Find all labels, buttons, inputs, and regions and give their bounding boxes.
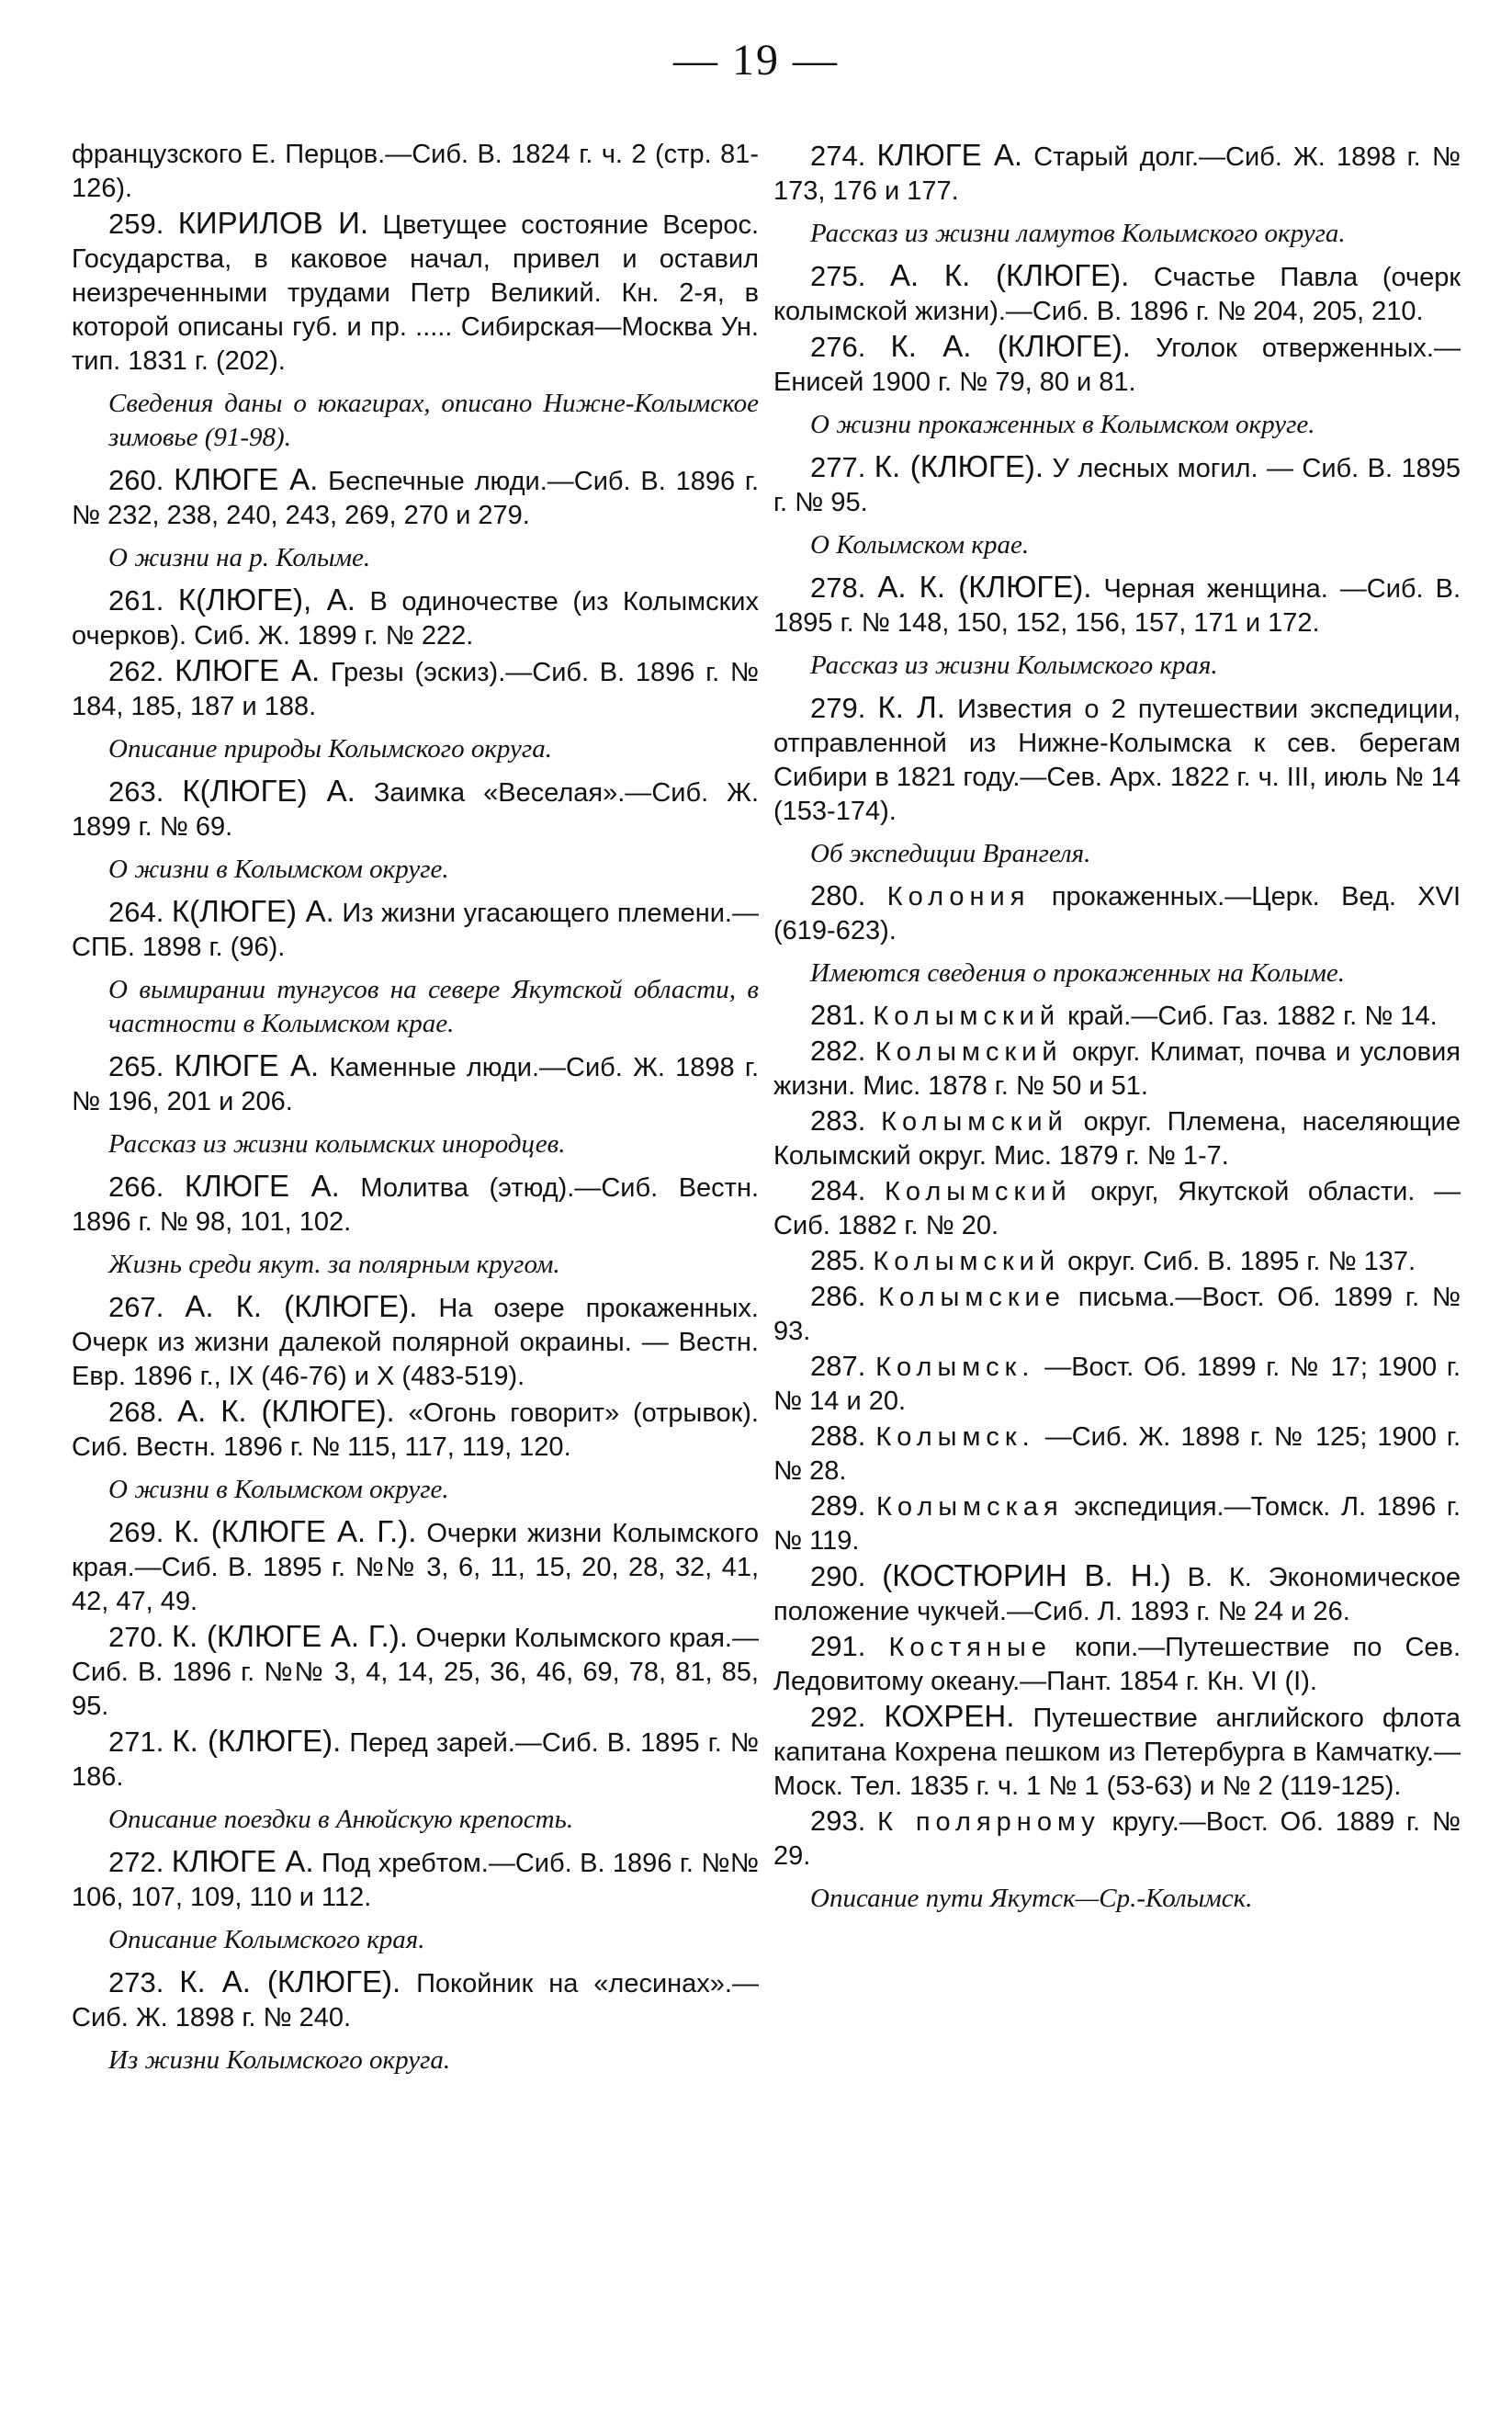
entry-number: 259. [108,208,164,240]
entry-number: 291. [810,1630,866,1662]
entry-text: Описание Колымского края. [108,1925,425,1954]
entry-number: 260. [108,464,164,496]
entry-text: Молитва (этюд).—Сиб. Вестн. 1896 г. № 98, 101, 102. [72,1173,760,1237]
bibliography-entry [773,1699,1461,1804]
entry-heading: К. Л. [877,690,945,724]
bibliography-entry [72,1964,759,2035]
bibliography-entry [72,1169,759,1240]
bibliography-entry [773,329,1461,400]
bibliography-entry [72,1619,759,1724]
annotation-note [72,1127,759,1161]
bibliography-entry [773,998,1461,1034]
annotation-note [773,957,1461,991]
entry-text: Рассказ из жизни Колымского края. [810,651,1218,680]
entry-text: В. К. Экономическое положение чукчей.—Сиб. Л. 1893 г. № 24 и 26. [773,1563,1461,1626]
entry-text: Заимка «Веселая».—Сиб. Ж. 1899 г. № 69. [72,778,759,842]
annotation-note [773,837,1461,871]
entry-text: Сведения даны о юкагирах, описано Нижне-Колымское зимовье (91-98). [108,389,759,452]
entry-text: округ, Якутской области. — Сиб. 1882 г. № 20. [773,1177,1461,1240]
entry-number: 268. [108,1396,164,1428]
entry-text: округ. Сиб. В. 1895 г. № 137. [1067,1247,1416,1276]
entry-heading: К полярному [877,1807,1100,1837]
annotation-note [72,1473,759,1507]
entry-number: 265. [108,1050,164,1082]
bibliography-entry [773,1629,1461,1699]
bibliography-entry [72,462,759,533]
entry-number: 288. [810,1420,866,1452]
entry-text: О жизни в Колымском округе. [108,1475,449,1504]
left-column [72,138,759,2085]
entry-heading: К. А. (КЛЮГЕ). [179,1964,401,1998]
bibliography-entry [72,1514,759,1619]
entry-heading: А. К. (КЛЮГЕ). [889,258,1130,292]
bibliography-entry [72,1048,759,1119]
entry-number: 274. [810,140,866,172]
bibliography-entry [773,878,1461,948]
annotation-note [72,387,759,455]
bibliography-entry [773,1034,1461,1104]
annotation-note [72,541,759,575]
entry-heading: Колымск. [875,1422,1035,1452]
entry-heading: А. К. (КЛЮГЕ). [177,1394,395,1428]
entry-text: кругу.—Вост. Об. 1889 г. № 29. [773,1807,1461,1871]
entry-number: 264. [108,896,164,928]
bibliography-entry [72,653,759,724]
bibliography-entry [773,1243,1461,1279]
entry-number: 284. [810,1174,866,1206]
entry-number: 287. [810,1350,866,1382]
annotation-note [72,1248,759,1282]
entry-heading: КЛЮГЕ А. [174,462,319,496]
entry-number: 293. [810,1805,866,1837]
entry-text: Известия о 2 путешествии экспедиции, отправленной из Нижне-Колымска к сев. берегам Сибири в 1821 году.—Сев. Арх. 1822 г. ч. III, июль № 14 (153-174). [773,695,1461,826]
entry-heading: Колымский [884,1177,1072,1206]
annotation-note [72,973,759,1041]
entry-text: Цветущее состояние Всерос. Государства, в каковое начал, привел и оставил неизреченными трудами Петр Великий. Кн. 2-я, в которой описаны губ. и пр. ..... Сибирская—Москва Ун. тип. 1831 г. (202). [72,210,760,376]
entry-number: 289. [810,1489,866,1522]
entry-heading: К(ЛЮГЕ), А. [177,583,355,617]
entry-number: 281. [810,999,866,1031]
entry-heading: К. (КЛЮГЕ). [172,1724,342,1758]
annotation-note [72,2043,759,2077]
entry-number: 277. [810,451,866,483]
entry-text: Грезы (эскиз).—Сиб. В. 1896 г. № 184, 185, 187 и 188. [72,658,760,721]
entry-heading: К. (КЛЮГЕ А. Г.). [174,1514,417,1548]
entry-heading: Колымский [881,1107,1068,1137]
entry-heading: (КОСТЮРИН В. Н.) [882,1558,1171,1592]
bibliography-entry [72,583,759,653]
entry-text: экспедиция.—Томск. Л. 1896 г. № 119. [773,1492,1461,1556]
entry-number: 282. [810,1035,866,1067]
entry-text: Из жизни угасающего племени.—СПБ. 1898 г. (96). [72,899,759,962]
entry-number: 261. [108,584,164,617]
bibliography-entry [773,690,1461,829]
entry-heading: КЛЮГЕ А. [876,138,1023,172]
entry-heading: КЛЮГЕ А. [184,1169,340,1203]
entry-heading: Колымск. [875,1353,1035,1382]
entry-text: Каменные люди.—Сиб. Ж. 1898 г. № 196, 201 и 206. [72,1053,759,1116]
entry-number: 279. [810,692,866,724]
entry-text: Об экспедиции Врангеля. [810,839,1091,868]
entry-text: Описание поездки в Анюйскую крепость. [108,1805,574,1834]
entry-number: 283. [810,1104,866,1137]
entry-number: 272. [108,1846,164,1878]
entry-text: Черная женщина. —Сиб. В. 1895 г. № 148, 150, 152, 156, 157, 171 и 172. [773,574,1461,638]
annotation-note [773,649,1461,683]
entry-heading: А. К. (КЛЮГЕ). [877,570,1092,604]
bibliography-entry [773,1804,1461,1874]
entry-heading: К. (КЛЮГЕ). [874,449,1044,483]
bibliography-entry [72,774,759,844]
entry-text: «Огонь говорит» (отрывок). Сиб. Вестн. 1896 г. № 115, 117, 119, 120. [72,1398,759,1462]
bibliography-entry [773,1173,1461,1243]
bibliography-entry [773,138,1461,209]
entry-number: 262. [108,655,164,687]
entry-heading: КЛЮГЕ А. [171,1844,314,1878]
entry-heading: Колымский [873,1002,1061,1031]
entry-text: Очерки жизни Колымского края.—Сиб. В. 1895 г. №№ 3, 6, 11, 15, 20, 28, 32, 41, 42, 47, 49. [72,1519,759,1616]
bibliography-entry [773,1489,1461,1558]
entry-heading: КИРИЛОВ И. [177,206,369,240]
bibliography-entry [773,570,1461,640]
entry-heading: Колымские [878,1283,1066,1312]
annotation-note [773,528,1461,562]
entry-text: На озере прокаженных. Очерк из жизни далекой полярной окраины. — Вестн. Евр. 1896 г., IX (46-76) и X (483-519). [72,1294,759,1391]
entry-text: французского Е. Перцов.—Сиб. В. 1824 г. ч. 2 (стр. 81-126). [72,140,759,203]
entry-number: 275. [810,260,866,292]
entry-number: 292. [810,1701,866,1733]
entry-text: О Колымском крае. [810,530,1030,560]
entry-text: округ. Климат, почва и условия жизни. Мис. 1878 г. № 50 и 51. [773,1037,1461,1101]
entry-text: В одиночестве (из Колымских очерков). Сиб. Ж. 1899 г. № 222. [72,587,759,651]
entry-text: округ. Племена, населяющие Колымский округ. Мис. 1879 г. № 1-7. [773,1107,1461,1171]
entry-text: Имеются сведения о прокаженных на Колыме. [810,958,1346,988]
entry-text: Описание пути Якутск—Ср.-Колымск. [810,1884,1253,1913]
annotation-note [773,408,1461,442]
annotation-note [773,1882,1461,1916]
entry-text: прокаженных.—Церк. Вед. XVI (619-623). [773,882,1461,945]
entry-heading: К(ЛЮГЕ) А. [182,774,355,808]
entry-heading: КЛЮГЕ А. [174,1048,320,1082]
entry-number: 276. [810,331,866,363]
entry-heading: КЛЮГЕ А. [175,653,321,687]
bibliography-entry [773,1104,1461,1173]
entry-heading: К(ЛЮГЕ) А. [171,894,334,928]
bibliography-entry [773,1349,1461,1419]
entry-number: 280. [810,879,866,911]
entry-text: О жизни на р. Колыме. [108,543,371,572]
entry-number: 269. [108,1516,164,1548]
bibliography-entry [72,1844,759,1915]
entry-text: письма.—Вост. Об. 1899 г. № 93. [773,1283,1461,1346]
entry-number: 263. [108,775,164,808]
annotation-note [773,217,1461,251]
annotation-note [72,853,759,887]
entry-number: 271. [108,1726,164,1758]
entry-number: 266. [108,1171,164,1203]
entry-continuation [72,138,759,206]
entry-heading: А. К. (КЛЮГЕ). [185,1289,418,1323]
entry-heading: К. А. (КЛЮГЕ). [890,329,1131,363]
entry-text: Перед зарей.—Сиб. В. 1895 г. № 186. [72,1728,760,1792]
right-column [773,138,1461,1923]
entry-heading: Костяные [888,1633,1052,1662]
bibliography-entry [72,1724,759,1794]
entry-text: Очерки Колымского края.—Сиб. В. 1896 г. №№ 3, 4, 14, 25, 36, 46, 69, 78, 81, 85, 95. [72,1624,759,1721]
bibliography-entry [72,206,759,379]
entry-text: Описание природы Колымского округа. [108,734,552,764]
entry-heading: К. (КЛЮГЕ А. Г.). [171,1619,408,1653]
bibliography-entry [773,1419,1461,1489]
bibliography-entry [72,1289,759,1394]
entry-number: 273. [108,1966,164,1998]
entry-text: Покойник на «лесинах».—Сиб. Ж. 1898 г. № 240. [72,1969,759,2032]
entry-text: Уголок отверженных.—Енисей 1900 г. № 79, 80 и 81. [773,334,1461,397]
entry-number: 285. [810,1244,866,1276]
page-number: — 19 — [673,36,839,85]
entry-heading: КОХРЕН. [884,1699,1015,1733]
entry-text: О вымирании тунгусов на севере Якутской области, в частности в Колымском крае. [108,975,759,1038]
entry-text: У лесных могил. — Сиб. В. 1895 г. № 95. [773,454,1461,517]
bibliography-entry [773,258,1461,329]
entry-heading: Колымский [874,1037,1063,1067]
entry-text: О жизни прокаженных в Колымском округе. [810,410,1315,439]
entry-number: 270. [108,1621,164,1653]
entry-text: Из жизни Колымского округа. [108,2045,451,2075]
bibliography-entry [72,1394,759,1465]
bibliography-entry [773,1558,1461,1629]
entry-text: Старый долг.—Сиб. Ж. 1898 г. № 173, 176 и 177. [773,142,1461,206]
entry-heading: Колымская [876,1492,1064,1522]
annotation-note [72,732,759,766]
entry-number: 290. [810,1560,866,1592]
entry-number: 278. [810,572,866,604]
entry-heading: Колония [886,882,1031,911]
entry-text: Беспечные люди.—Сиб. В. 1896 г. № 232, 238, 240, 243, 269, 270 и 279. [72,467,760,530]
annotation-note [72,1923,759,1957]
entry-heading: Колымский [873,1247,1061,1276]
bibliography-entry [773,1279,1461,1349]
bibliography-entry [72,894,759,965]
entry-text: Под хребтом.—Сиб. В. 1896 г. №№ 106, 107, 109, 110 и 112. [72,1849,759,1912]
entry-text: —Сиб. Ж. 1898 г. № 125; 1900 г. № 28. [773,1422,1461,1486]
entry-text: Счастье Павла (очерк колымской жизни).—Сиб. В. 1896 г. № 204, 205, 210. [773,263,1461,326]
bibliography-entry [773,449,1461,520]
entry-text: Жизнь среди якут. за полярным кругом. [108,1250,560,1279]
entry-text: копи.—Путешествие по Сев. Ледовитому океану.—Пант. 1854 г. Кн. VI (I). [773,1633,1461,1696]
annotation-note [72,1803,759,1837]
entry-number: 267. [108,1291,164,1323]
entry-text: Рассказ из жизни колымских инородцев. [108,1129,566,1159]
entry-text: Рассказ из жизни ламутов Колымского округа. [810,219,1346,248]
entry-text: О жизни в Колымском округе. [108,855,449,884]
entry-text: край.—Сиб. Газ. 1882 г. № 14. [1067,1002,1438,1031]
entry-text: Путешествие английского флота капитана Кохрена пешком из Петербурга в Камчатку.—Моск. Тел. 1835 г. ч. 1 № 1 (53-63) и № 2 (119-125). [773,1704,1461,1801]
entry-text: —Вост. Об. 1899 г. № 17; 1900 г. № 14 и 20. [773,1353,1461,1416]
entry-number: 286. [810,1280,866,1312]
